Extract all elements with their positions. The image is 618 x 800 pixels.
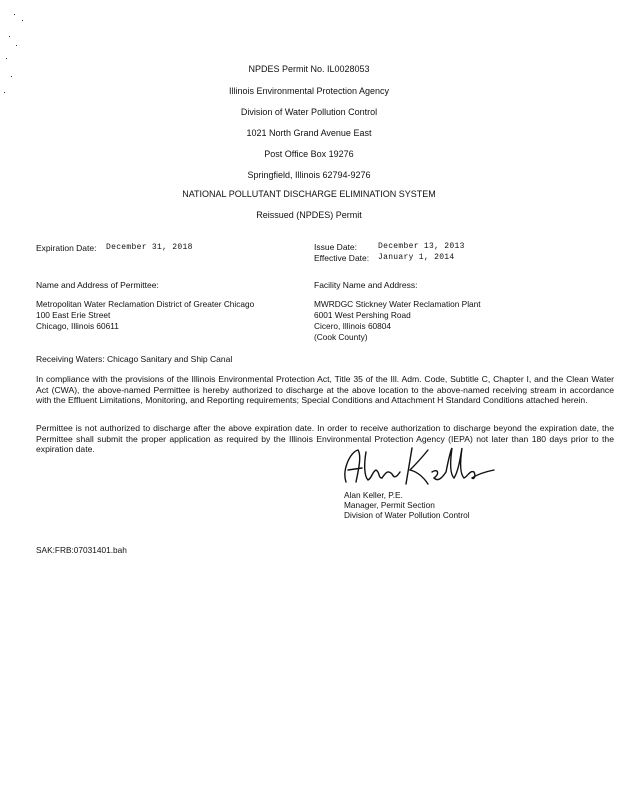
signer-name: Alan Keller, P.E. [344,490,403,500]
scan-speck [22,20,23,21]
division-name: Division of Water Pollution Control [240,107,378,117]
facility-name: MWRDGC Stickney Water Reclamation Plant [314,299,481,309]
facility-heading: Facility Name and Address: [314,280,418,290]
facility-city: Cicero, Illinois 60804 [314,321,392,331]
compliance-paragraph: In compliance with the provisions of the Illinois Environmental Protection Act, Title 35 of the Ill. Adm. Code, Subtitle C, Chapter I, and the Clean Water Act (CWA), the above-named Permittee is hereby authorized to discharge at the above location to the above-named receiving stream in accordance with the Effluent Limitations, Monitoring, and Reporting requirements; Special Conditions and Attachment H Standard Conditions attached herein. [36,374,614,405]
po-box: Post Office Box 19276 [264,149,354,159]
authorization-paragraph: Permittee is not authorized to discharge after the above expiration date. In order to receive authorization to discharge beyond the expiration date, the Permittee shall submit the proper application as required by the Illinois Environmental Protection Agency (IEPA) not later than 180 days prior to the expiration date. [36,423,614,454]
permittee-city: Chicago, Illinois 60611 [36,321,119,331]
expiration-date: December 31, 2018 [106,243,193,252]
handwritten-signature [328,442,500,490]
scan-speck [11,76,12,77]
agency-name: Illinois Environmental Protection Agency [228,86,390,96]
issue-date-label: Issue Date: [314,242,357,252]
effective-date-label: Effective Date: [314,253,370,263]
city-state-zip: Springfield, Illinois 62794-9276 [247,170,371,180]
signer-division: Division of Water Pollution Control [344,510,470,520]
expiration-label: Expiration Date: [36,243,97,253]
system-title: NATIONAL POLLUTANT DISCHARGE ELIMINATION SYSTEM [182,189,436,199]
permit-type: Reissued (NPDES) Permit [256,210,362,220]
permittee-heading: Name and Address of Permittee: [36,280,159,290]
effective-date: January 1, 2014 [378,253,455,262]
facility-street: 6001 West Pershing Road [314,310,411,320]
receiving-waters: Receiving Waters: Chicago Sanitary and Ship Canal [36,354,233,364]
facility-county: (Cook County) [314,332,368,342]
reference-code: SAK:FRB:07031401.bah [36,545,127,555]
permittee-street: 100 East Erie Street [36,310,111,320]
scan-speck [14,14,15,15]
street-address: 1021 North Grand Avenue East [246,128,372,138]
scan-speck [9,36,10,37]
scan-speck [6,58,7,59]
signer-title: Manager, Permit Section [344,500,435,510]
permittee-name: Metropolitan Water Reclamation District of Greater Chicago [36,299,255,309]
permit-number: NPDES Permit No. IL0028053 [248,64,370,74]
issue-date: December 13, 2013 [378,242,465,251]
scan-speck [16,45,17,46]
